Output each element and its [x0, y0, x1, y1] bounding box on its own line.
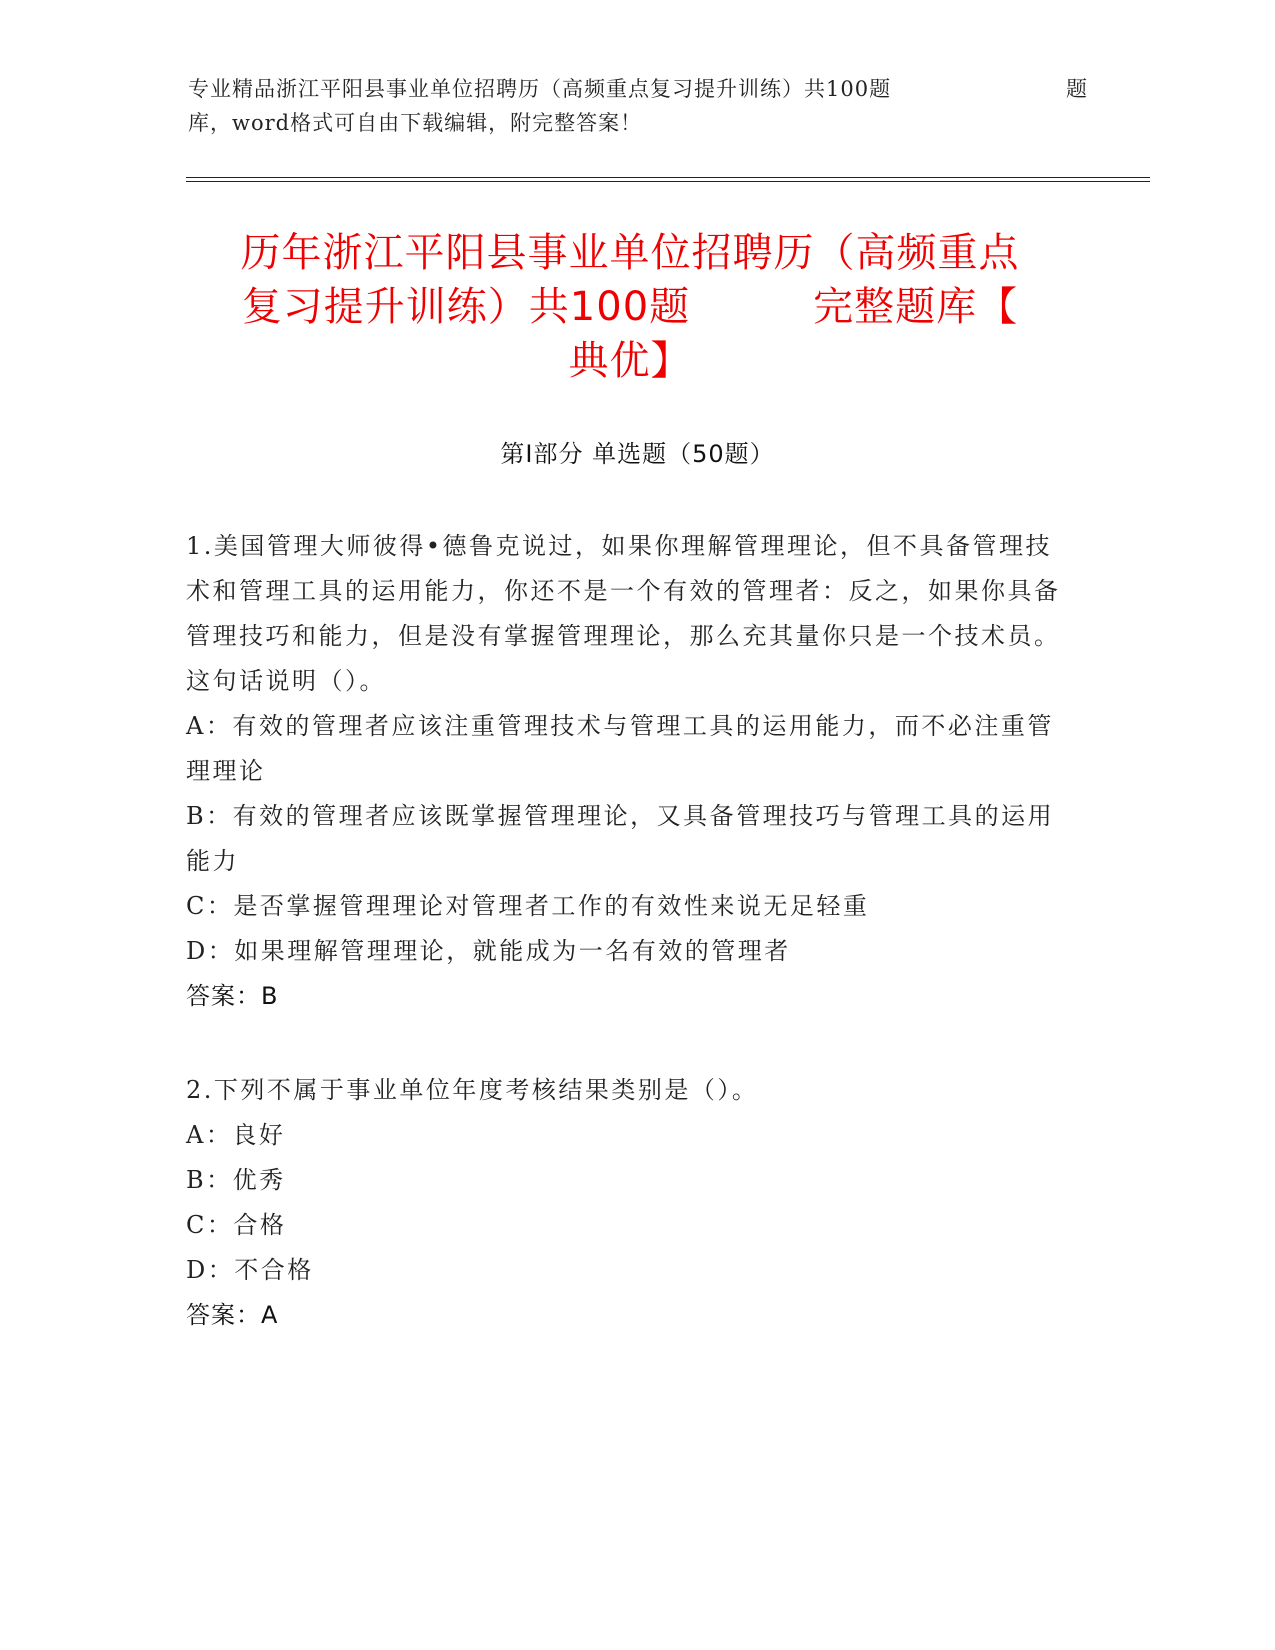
answer: 答案：A [186, 1301, 279, 1329]
header-line-1-left: 专业精品浙江平阳县事业单位招聘历（高频重点复习提升训练）共100题 [188, 77, 892, 101]
header-line-2: 库，word格式可自由下载编辑，附完整答案！ [188, 111, 643, 135]
title-line-2: 复习提升训练）共100题 完整题库【 [241, 284, 1019, 330]
question-stem: 2.下列不属于事业单位年度考核结果类别是（）。 [186, 1076, 759, 1104]
document-title [190, 226, 1070, 388]
section-heading: 第I部分 单选题（50题） [500, 440, 775, 468]
header-divider-top [186, 177, 1150, 178]
title-line-3: 典优】 [568, 338, 692, 384]
question-stem: 1.美国管理大师彼得•德鲁克说过，如果你理解管理理论，但不具备管理技术和管理工具的运用能力，你还不是一个有效的管理者：反之，如果你具备管理技巧和能力，但是没有掌握管理理论，那么充其量你只是一个技术员。这句话说明（）。 [186, 532, 1061, 695]
header-line-1 [188, 72, 1088, 106]
option-d: D：不合格 [186, 1256, 314, 1284]
option-c: C：合格 [186, 1211, 287, 1239]
option-b: B：有效的管理者应该既掌握管理理论，又具备管理技巧与管理工具的运用能力 [186, 802, 1055, 875]
option-d: D：如果理解管理理论，就能成为一名有效的管理者 [186, 937, 791, 965]
answer: 答案：B [186, 982, 279, 1010]
option-b: B：优秀 [186, 1166, 286, 1194]
option-c: C：是否掌握管理理论对管理者工作的有效性来说无足轻重 [186, 892, 870, 920]
option-a: A：有效的管理者应该注重管理技术与管理工具的运用能力，而不必注重管理理论 [186, 712, 1054, 785]
option-a: A：良好 [186, 1121, 286, 1149]
question-2 [186, 1068, 1066, 1338]
question-1 [186, 524, 1066, 1019]
title-line-1: 历年浙江平阳县事业单位招聘历（高频重点 [240, 230, 1020, 276]
header-divider-bottom [186, 181, 1150, 182]
header-line-1-right: 题 [1066, 77, 1088, 101]
document-header [188, 72, 1088, 140]
